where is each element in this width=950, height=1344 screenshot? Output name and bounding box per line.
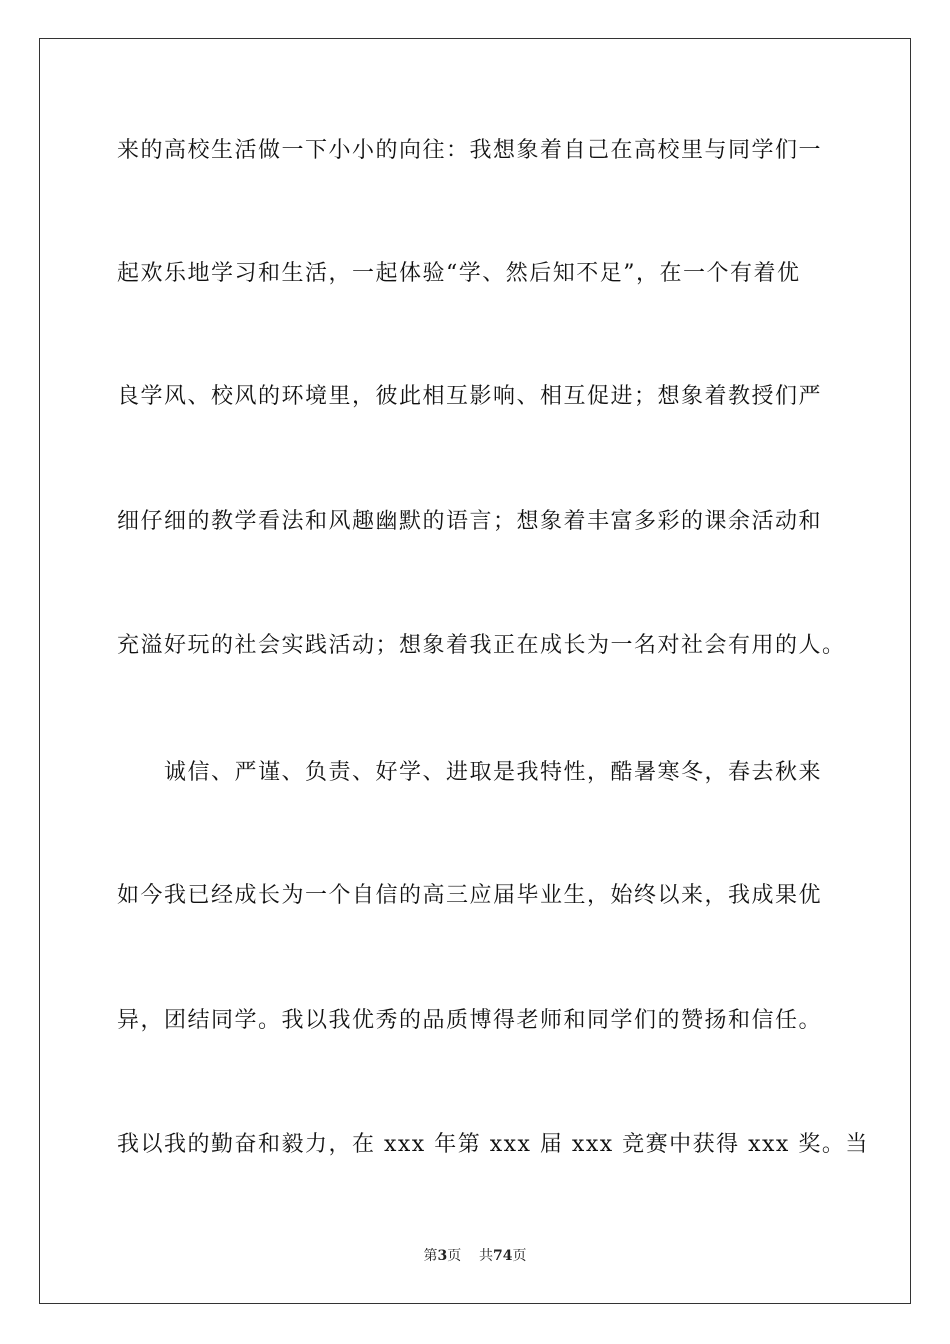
- total-prefix: 共: [479, 1248, 494, 1264]
- paragraph-line-1: 来的高校生活做一下小小的向往：我想象着自己在高校里与同学们一: [117, 138, 823, 163]
- page-suffix: 页: [447, 1248, 462, 1264]
- paragraph-line-8: 异，团结同学。我以我优秀的品质博得老师和同学们的赞扬和信任。: [117, 1008, 823, 1033]
- paragraph-line-2: 起欢乐地学习和生活，一起体验“学、然后知不足”，在一个有着优: [117, 261, 801, 286]
- paragraph-line-4: 细仔细的教学看法和风趣幽默的语言；想象着丰富多彩的课余活动和: [117, 509, 823, 534]
- paragraph-line-9: 我以我的勤奋和毅力，在 xxx 年第 xxx 届 xxx 竞赛中获得 xxx 奖。当: [117, 1132, 869, 1157]
- paragraph-line-5: 充溢好玩的社会实践活动；想象着我正在成长为一名对社会有用的人。: [117, 633, 846, 658]
- total-pages: 74: [493, 1248, 513, 1264]
- total-suffix: 页: [512, 1248, 527, 1264]
- page-number: 3: [437, 1248, 448, 1264]
- page-border: [39, 38, 911, 1304]
- paragraph-line-3: 良学风、校风的环境里，彼此相互影响、相互促进；想象着教授们严: [117, 384, 823, 409]
- page-prefix: 第: [423, 1248, 438, 1264]
- page-footer: [0, 1246, 950, 1266]
- paragraph-line-6: 诚信、严谨、负责、好学、进取是我特性，酷暑寒冬，春去秋来: [117, 760, 823, 785]
- paragraph-line-7: 如今我已经成长为一个自信的高三应届毕业生，始终以来，我成果优: [117, 883, 823, 908]
